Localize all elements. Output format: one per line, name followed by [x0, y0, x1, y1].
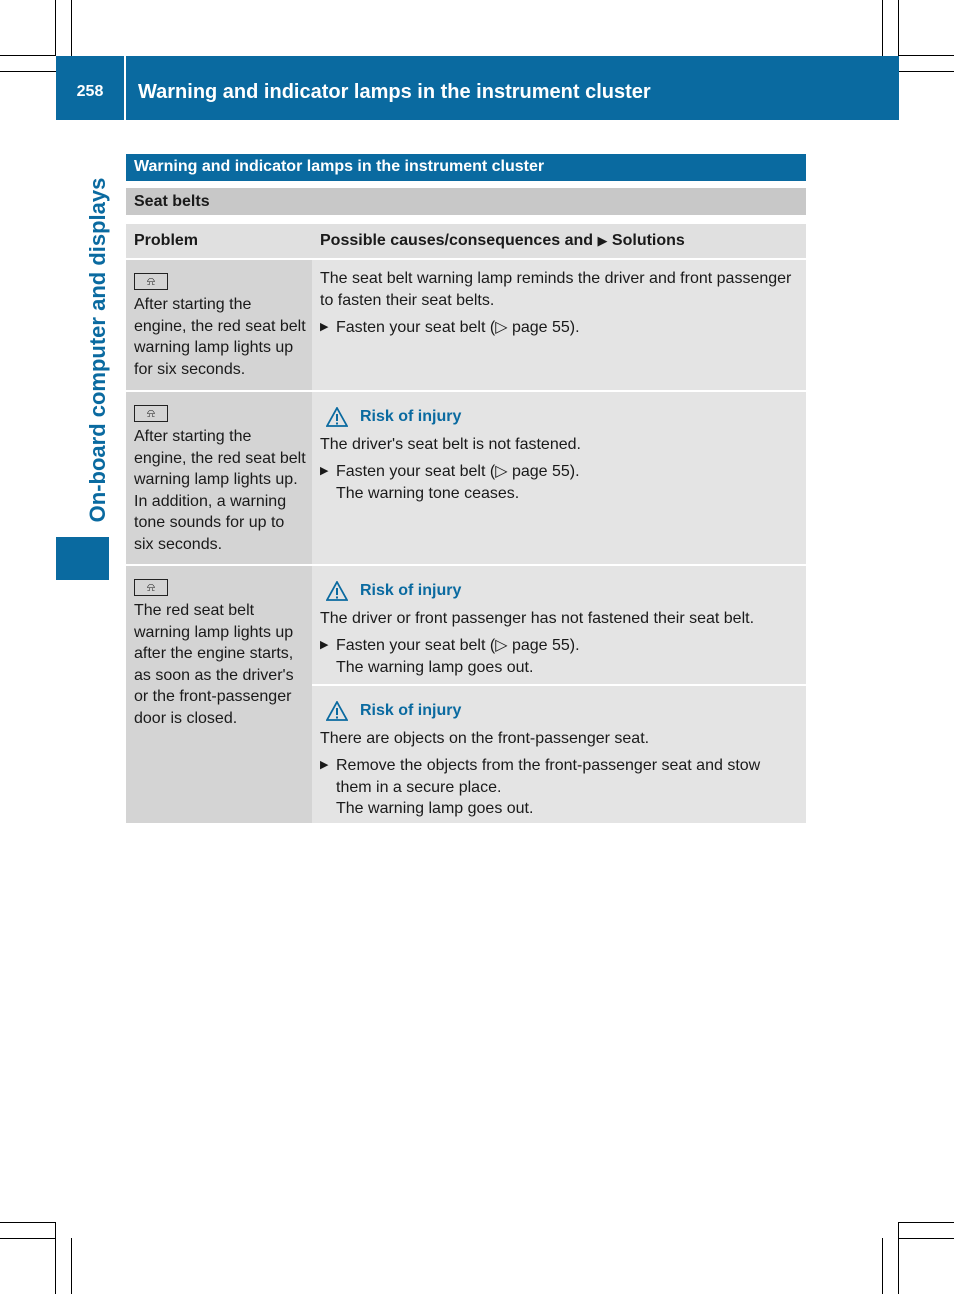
column-header-solutions [312, 224, 806, 258]
table-row [126, 392, 806, 566]
crop-mark [899, 1222, 954, 1223]
solution-block [312, 566, 806, 684]
crop-mark [898, 1222, 899, 1294]
side-tab-marker [56, 537, 109, 580]
crop-mark [55, 0, 56, 56]
step-text: Fasten your seat belt (▷ page 55). [336, 319, 580, 336]
solution-block [312, 684, 806, 823]
action-step [320, 635, 798, 657]
crop-mark [0, 1238, 56, 1239]
table-header [126, 224, 806, 260]
crop-mark [882, 1238, 883, 1294]
solution-cell [312, 392, 806, 564]
action-step [320, 461, 798, 483]
risk-heading [320, 574, 798, 608]
bullet-arrow-icon: ▶ [320, 639, 329, 651]
result-text: The warning lamp goes out. [336, 658, 534, 676]
crop-mark [55, 1222, 56, 1294]
warning-triangle-icon [326, 581, 348, 601]
table-row [126, 566, 806, 825]
header-divider [124, 56, 126, 120]
step-text: Fasten your seat belt (▷ page 55). [336, 463, 580, 480]
crop-mark [0, 71, 56, 72]
action-step [320, 317, 798, 339]
risk-heading [320, 400, 798, 434]
bullet-arrow-icon: ▶ [320, 759, 329, 771]
crop-mark [71, 0, 72, 56]
seat-belt-lamp-icon: ⍾ [134, 273, 168, 290]
crop-mark [899, 1238, 954, 1239]
risk-heading [320, 694, 798, 728]
column-header-problem: Problem [134, 232, 199, 249]
problem-text: After starting the engine, the red seat belt warning lamp lights up. In addition, a warning tone sounds for up to six seconds. [134, 428, 306, 553]
problem-cell [126, 392, 312, 564]
problem-cell [126, 566, 312, 823]
side-chapter-label: On-board computer and displays [85, 177, 110, 523]
solution-cell [312, 260, 806, 390]
section-title: Warning and indicator lamps in the instrument cluster [126, 154, 806, 181]
solution-block [312, 260, 806, 347]
crop-mark [0, 55, 56, 56]
crop-mark [882, 0, 883, 56]
solution-cell [312, 566, 806, 823]
table-row [126, 260, 806, 392]
risk-label: Risk of injury [360, 702, 462, 719]
crop-mark [898, 0, 899, 56]
problem-text: After starting the engine, the red seat belt warning lamp lights up for six seconds. [134, 296, 306, 378]
header-title: Warning and indicator lamps in the instrument cluster [138, 80, 651, 103]
crop-mark [899, 55, 954, 56]
step-text: Remove the objects from the front-passenger seat and stow them in a secure place. [336, 757, 761, 796]
solution-block [312, 392, 806, 512]
bullet-arrow-icon: ▶ [320, 465, 329, 477]
step-text: Fasten your seat belt (▷ page 55). [336, 637, 580, 654]
column-header-solutions-text: Possible causes/consequences and [320, 232, 594, 249]
seat-belt-lamp-icon: ⍾ [134, 405, 168, 422]
cause-text: The driver or front passenger has not fastened their seat belt. [320, 609, 755, 627]
cause-text: The driver's seat belt is not fastened. [320, 435, 581, 453]
warning-lamp-table [126, 224, 806, 825]
page-number: 258 [76, 83, 104, 100]
warning-triangle-icon [326, 701, 348, 721]
problem-text: The red seat belt warning lamp lights up after the engine starts, as soon as the driver's or the front-passenger door is closed. [134, 602, 294, 727]
result-text: The warning tone ceases. [336, 484, 520, 502]
crop-mark [0, 1222, 56, 1223]
seat-belt-lamp-icon: ⍾ [134, 579, 168, 596]
cause-text: There are objects on the front-passenger seat. [320, 729, 650, 747]
crop-mark [71, 1238, 72, 1294]
column-header-solutions-suffix: Solutions [611, 232, 685, 249]
cause-text: The seat belt warning lamp reminds the driver and front passenger to fasten their seat belts. [320, 270, 792, 309]
action-step [320, 755, 798, 798]
subsection-title: Seat belts [126, 188, 806, 215]
crop-mark [899, 71, 954, 72]
solutions-arrow-icon: ▶ [597, 233, 608, 248]
problem-cell [126, 260, 312, 390]
risk-label: Risk of injury [360, 408, 462, 425]
result-text: The warning lamp goes out. [336, 800, 534, 817]
warning-triangle-icon [326, 407, 348, 427]
risk-label: Risk of injury [360, 582, 462, 599]
bullet-arrow-icon: ▶ [320, 321, 329, 333]
